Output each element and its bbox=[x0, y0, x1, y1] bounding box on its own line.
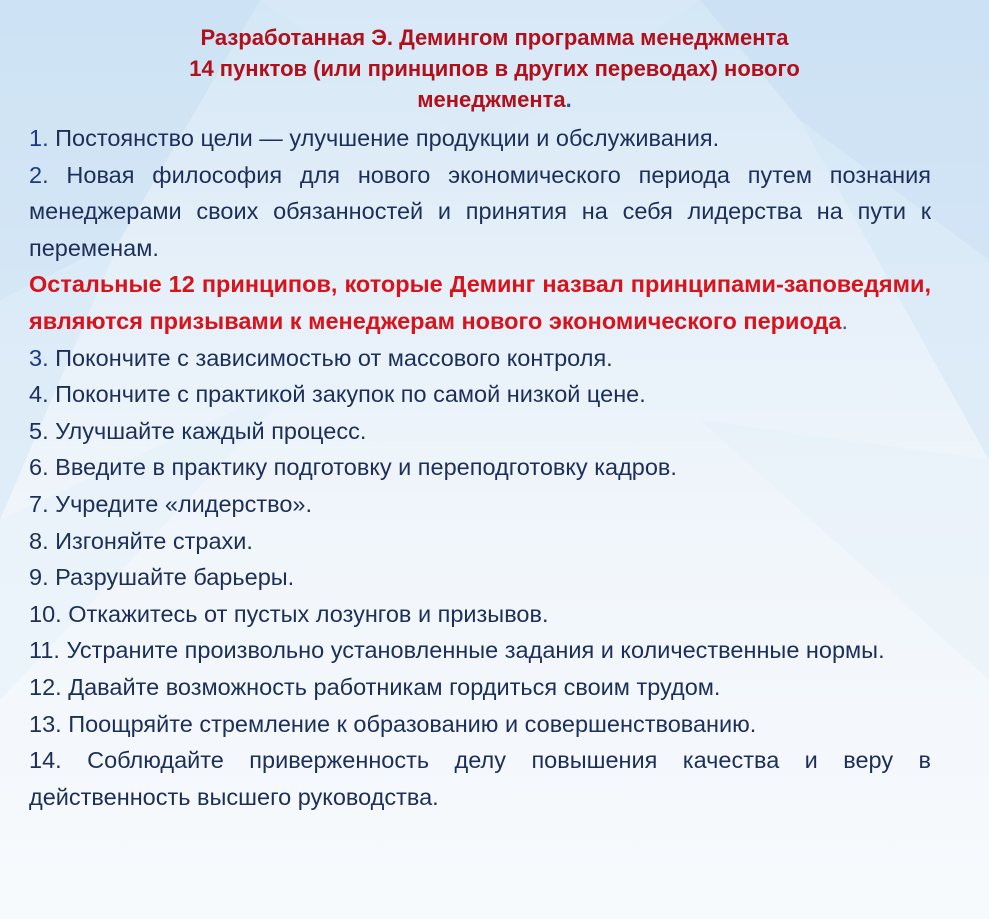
list-item bbox=[29, 486, 931, 523]
slide-title bbox=[60, 22, 929, 115]
list-item bbox=[29, 413, 931, 450]
list-item bbox=[29, 120, 931, 157]
item-text: Новая философия для нового экономического периода путем познания менеджерами своих обязанностей и принятия на себя лидерства на пути к переменам. bbox=[29, 161, 931, 261]
item-number: 6. bbox=[29, 454, 49, 481]
list-item bbox=[29, 449, 931, 486]
item-number: 3. bbox=[29, 344, 49, 371]
item-text: Поощряйте стремление к образованию и совершенствованию. bbox=[61, 710, 757, 737]
item-text: Изгоняйте страхи. bbox=[48, 527, 253, 554]
list-item bbox=[29, 523, 931, 560]
item-text: Откажитесь от пустых лозунгов и призывов. bbox=[61, 600, 549, 627]
item-number: 13. bbox=[29, 710, 62, 737]
list-item bbox=[29, 157, 931, 267]
item-text: Постоянство цели — улучшение продукции и обслуживания. bbox=[48, 125, 720, 151]
item-number: 12. bbox=[29, 673, 62, 700]
item-text: Давайте возможность работникам гордиться своим трудом. bbox=[61, 673, 721, 700]
item-text: Разрушайте барьеры. bbox=[48, 564, 295, 591]
list-item bbox=[29, 632, 931, 669]
highlight-paragraph bbox=[29, 266, 931, 339]
item-number: 5. bbox=[29, 417, 49, 444]
list-item bbox=[29, 669, 931, 706]
item-number: 10. bbox=[29, 600, 62, 627]
item-text: Улучшайте каждый процесс. bbox=[48, 417, 367, 444]
item-text: Соблюдайте приверженность делу повышения качества и веру в действенность высшего руководства. bbox=[29, 747, 931, 810]
title-line-3: менеджмента bbox=[417, 87, 566, 112]
highlight-text: Остальные 12 принципов, которые Деминг назвал принципами-заповедями, являются призывами к менеджерам нового экономического периода bbox=[29, 271, 931, 334]
list-item bbox=[29, 706, 931, 743]
item-text: Устраните произвольно установленные задания и количественные нормы. bbox=[59, 637, 885, 664]
title-period: . bbox=[565, 87, 572, 112]
item-number: 4. bbox=[29, 381, 49, 408]
title-line-2: 14 пунктов (или принципов в других переводах) нового bbox=[189, 56, 800, 81]
title-line-1: Разработанная Э. Демингом программа менеджмента bbox=[200, 25, 789, 50]
item-number: 7. bbox=[29, 490, 49, 517]
item-number: 8. bbox=[29, 527, 49, 554]
highlight-period: . bbox=[841, 307, 849, 334]
list-item bbox=[29, 742, 931, 815]
principles-text bbox=[29, 120, 931, 815]
item-text: Введите в практику подготовку и переподготовку кадров. bbox=[48, 454, 677, 481]
list-item bbox=[29, 596, 931, 633]
item-number: 2. bbox=[29, 161, 49, 188]
item-number: 9. bbox=[29, 564, 49, 591]
list-item bbox=[29, 559, 931, 596]
item-number: 14. bbox=[29, 747, 62, 774]
item-number: 11. bbox=[29, 637, 60, 664]
item-text: Покончите с зависимостью от массового контроля. bbox=[48, 344, 613, 371]
item-text: Покончите с практикой закупок по самой низкой цене. bbox=[48, 381, 646, 408]
item-number: 1. bbox=[29, 125, 49, 151]
list-item bbox=[29, 340, 931, 377]
item-text: Учредите «лидерство». bbox=[48, 490, 313, 517]
list-item bbox=[29, 376, 931, 413]
